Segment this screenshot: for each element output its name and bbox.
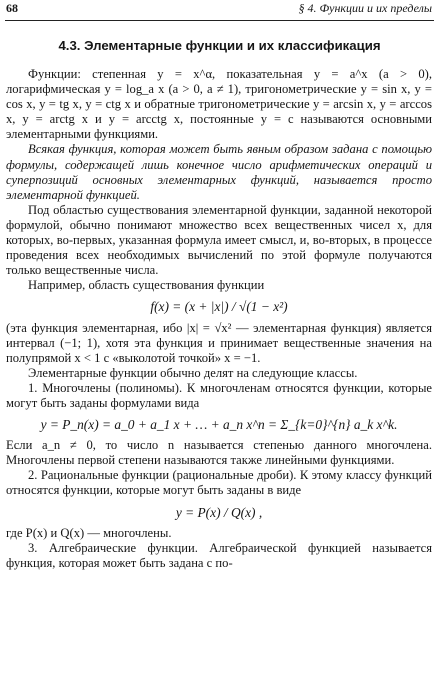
formula-rational: y = P(x) / Q(x) ,: [175, 504, 263, 520]
paragraph-elementary-definition: Всякая функция, которая может быть явным образом задана с помощью формулы, содержащей лишь конечное число арифметических операций и суперпозиций основных элементарных функций, называется просто элементарной функцией.: [6, 142, 432, 202]
paragraph-example: Например, область существования функции: [28, 278, 265, 293]
header-rule: [5, 20, 434, 21]
paragraph-rational: 2. Рациональные функции (рациональные дроби). К этому классу функций относятся функции, которые могут быть заданы в виде: [6, 468, 432, 498]
paragraph-polynomials: 1. Многочлены (полиномы). К многочленам относятся функции, которые могут быть заданы формулами вида: [6, 380, 432, 410]
paragraph-example-note: (эта функция элементарная, ибо |x| = √x² — элементарная функция) является интервал (−1; 1), хотя эта функция и принимает вещественные значения на полупрямой x < 1 с «выколотой точкой» x = −1.: [6, 320, 432, 365]
paragraph-domain: Под областью существования элементарной функции, заданной некоторой формулой, обычно понимают множество всех вещественных чисел x, для которых, во-первых, указанная формула имеет смысл, и, во-вторых, в процессе проведения всех необходимых вычислений по этой формуле получаются только вещественные числа.: [6, 202, 432, 278]
formula-example-function: f(x) = (x + |x|) / √(1 − x²): [150, 299, 288, 315]
page-body: [6, 67, 432, 571]
paragraph-classes: Элементарные функции обычно делят на следующие классы.: [28, 365, 358, 380]
paragraph-basic-functions: Функции: степенная y = x^α, показательная y = a^x (a > 0), логарифмическая y = log_a x (a > 0, a ≠ 1), тригонометрические y = sin x, y = cos x, y = tg x, y = ctg x и обратные тригонометрические y = arcsin x, y = arccos x, y = arctg x и y = arcctg x, постоянные y = c называются основными элементарными функциями.: [6, 67, 432, 142]
paragraph-algebraic: 3. Алгебраические функции. Алгебраической функцией называется функция, которая может быть задана с по-: [6, 540, 432, 570]
running-title: § 4. Функции и их пределы: [298, 1, 432, 15]
paragraph-polynomial-degree: Если a_n ≠ 0, то число n называется степенью данного многочлена. Многочлены первой степени называются также линейными функциями.: [6, 438, 432, 468]
section-title: 4.3. Элементарные функции и их классификация: [58, 38, 381, 53]
paragraph-rational-note: где P(x) и Q(x) — многочлены.: [6, 525, 172, 540]
formula-polynomial: y = P_n(x) = a_0 + a_1 x + … + a_n x^n = Σ_{k=0}^{n} a_k x^k.: [40, 417, 398, 433]
page-number: 68: [6, 1, 18, 15]
